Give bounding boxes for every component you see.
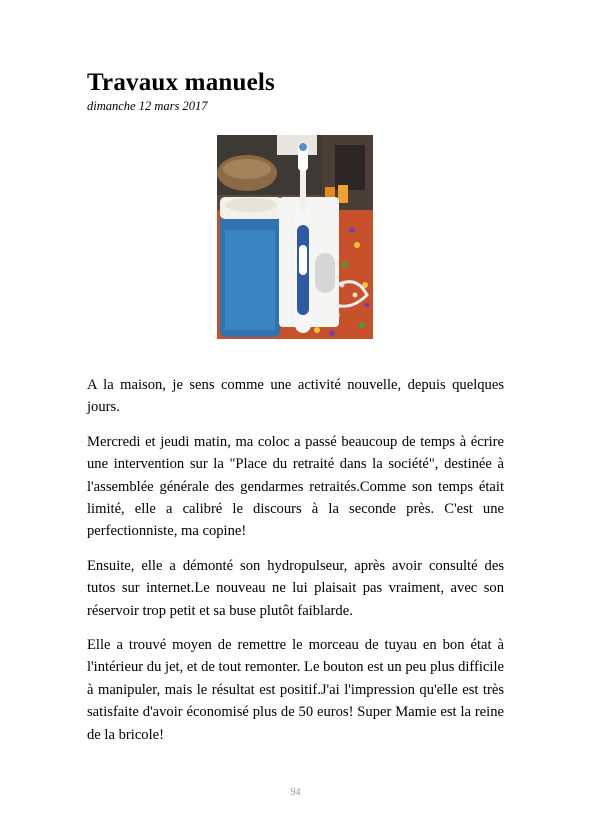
paragraph: A la maison, je sens comme une activité nouvelle, depuis quelques jours. [87, 377, 504, 416]
paragraph: Ensuite, elle a démonté son hydropulseur, après avoir consulté des tutos sur internet.Le nouveau ne lui plaisait pas vraiment, avec son réservoir trop petit et sa buse plutôt faiblarde. [87, 557, 504, 619]
page-number: 94 [290, 787, 301, 798]
page [87, 0, 504, 827]
post-photo [217, 135, 373, 339]
water-flosser-photo-icon [217, 135, 373, 339]
post-body [87, 374, 504, 758]
post-title: Travaux manuels [87, 69, 275, 96]
post-date: dimanche 12 mars 2017 [87, 99, 208, 113]
paragraph: Mercredi et jeudi matin, ma coloc a passé beaucoup de temps à écrire une intervention sur la "Place du retraité dans la société", destinée à l'assemblée générale des gendarmes retraités.Comme son temps était limité, elle a calibré le discours à la seconde près. C'est une perfectionniste, ma copine! [87, 433, 504, 540]
paragraph: Elle a trouvé moyen de remettre le morceau de tuyau en bon état à l'intérieur du jet, et de tout remonter. Le bouton est un peu plus difficile à manipuler, mais le résultat est positif.J'ai l'impression qu'elle est très satisfaite d'avoir économisé plus de 50 euros! Super Mamie est la reine de la bricole! [87, 637, 504, 743]
